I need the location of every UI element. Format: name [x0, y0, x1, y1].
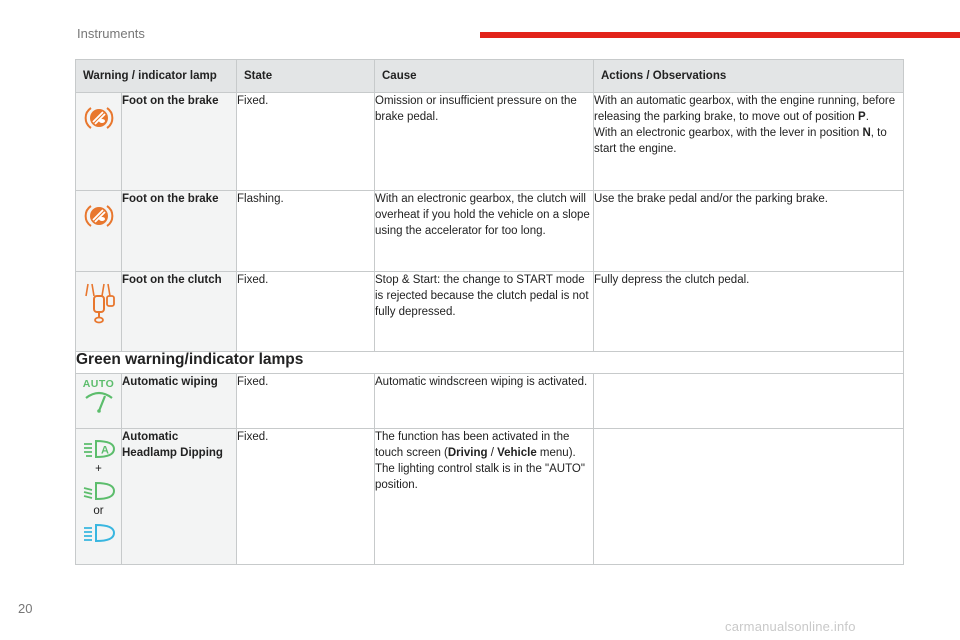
foot-on-clutch-icon	[82, 280, 116, 324]
lamp-icon-cell	[76, 374, 122, 429]
automatic-headlamp-icon	[82, 439, 116, 459]
gear-position: P	[858, 111, 866, 123]
lamp-cause: Stop & Start: the change to START mode is rejected because the clutch pedal is not fully depressed.	[375, 272, 594, 352]
column-header: Cause	[375, 60, 594, 93]
lamp-state: Fixed.	[237, 374, 375, 429]
lamp-icon-cell	[76, 429, 122, 565]
lamp-state: Fixed.	[237, 93, 375, 191]
foot-on-brake-icon	[82, 199, 116, 233]
actions-text: .	[865, 111, 869, 123]
foot-on-brake-icon	[82, 101, 116, 135]
lamp-state: Flashing.	[237, 191, 375, 272]
lamp-name: Foot on the clutch	[122, 272, 237, 352]
actions-text: With an electronic gearbox, with the lever in position	[594, 127, 863, 139]
lamp-name: Foot on the brake	[122, 93, 237, 191]
cause-text: menu).	[536, 447, 576, 459]
menu-name: Vehicle	[497, 447, 537, 459]
lamp-icon-cell	[76, 93, 122, 191]
cause-text: /	[487, 447, 498, 459]
plus-label: +	[95, 463, 102, 475]
lamp-actions	[594, 374, 904, 429]
table-row	[76, 93, 904, 191]
table-header-row	[76, 60, 904, 93]
watermark: carmanualsonline.info	[725, 619, 856, 634]
cause-text: The function has been activated in the touch screen (	[375, 431, 570, 459]
header-accent-bar	[480, 32, 960, 38]
table-row	[76, 374, 904, 429]
lamp-cause	[375, 429, 594, 565]
lamp-state: Fixed.	[237, 429, 375, 565]
lamp-actions	[594, 93, 904, 191]
column-header: State	[237, 60, 375, 93]
dipped-beam-icon	[82, 481, 116, 501]
lamp-cause: Omission or insufficient pressure on the brake pedal.	[375, 93, 594, 191]
column-header: Warning / indicator lamp	[76, 60, 237, 93]
lamp-name: Foot on the brake	[122, 191, 237, 272]
table-row	[76, 191, 904, 272]
automatic-wiping-icon	[82, 390, 116, 414]
menu-name: Driving	[447, 447, 488, 459]
lamp-icon-cell	[76, 191, 122, 272]
actions-text: With an automatic gearbox, with the engine running, before releasing the parking brake, to move out of position	[594, 95, 896, 123]
lamp-actions: Use the brake pedal and/or the parking brake.	[594, 191, 904, 272]
lamp-name: Automatic Headlamp Dipping	[122, 429, 237, 565]
column-header: Actions / Observations	[594, 60, 904, 93]
lamp-state: Fixed.	[237, 272, 375, 352]
warning-lamps-table	[75, 59, 904, 565]
section-row	[76, 352, 904, 374]
table-row	[76, 429, 904, 565]
or-label: or	[93, 505, 104, 517]
actions-text: , to start the engine.	[594, 127, 887, 155]
gear-position: N	[862, 127, 871, 139]
table-row	[76, 272, 904, 352]
section-title: Green warning/indicator lamps	[76, 352, 904, 374]
lamp-name: Automatic wiping	[122, 374, 237, 429]
main-beam-icon	[82, 523, 116, 543]
svg-text:A: A	[100, 444, 109, 457]
lamp-actions	[594, 429, 904, 565]
page-number: 20	[18, 601, 33, 616]
auto-label: AUTO	[82, 378, 115, 390]
lamp-cause: With an electronic gearbox, the clutch will overheat if you hold the vehicle on a slope using the accelerator for too long.	[375, 191, 594, 272]
section-label: Instruments	[77, 26, 145, 41]
cause-text: The lighting control stalk is in the "AUTO" position.	[375, 463, 585, 491]
lamp-icon-cell	[76, 272, 122, 352]
lamp-actions: Fully depress the clutch pedal.	[594, 272, 904, 352]
lamp-cause: Automatic windscreen wiping is activated.	[375, 374, 594, 429]
